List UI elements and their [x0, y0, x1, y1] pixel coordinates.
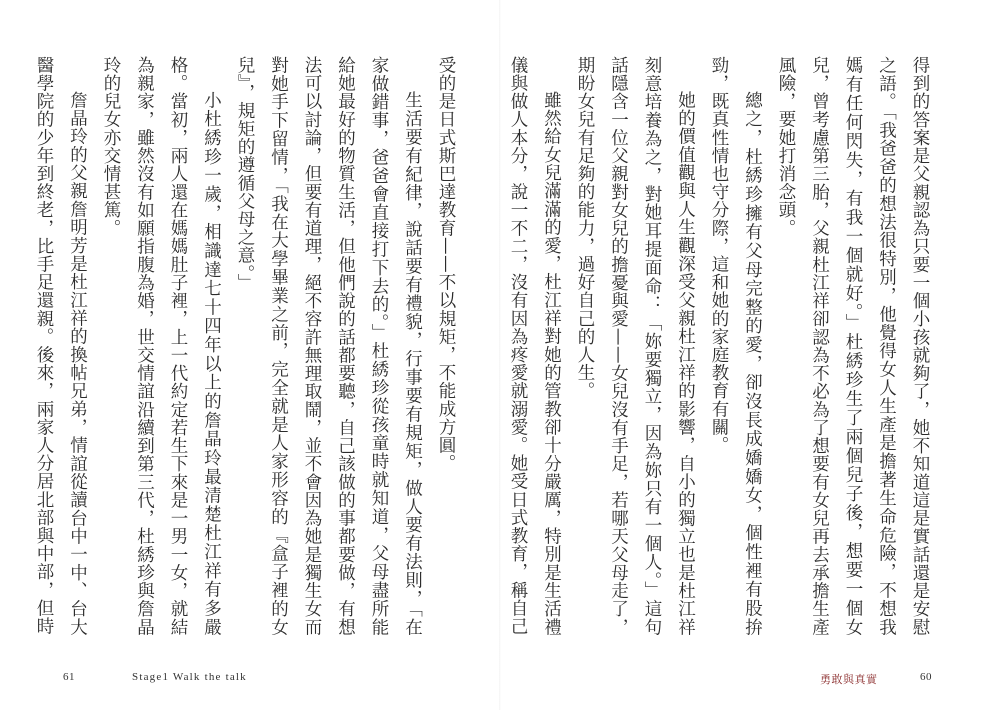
page-number: 60: [920, 671, 932, 683]
paragraph: 雖然給女兒滿滿的愛，杜江祥對她的管教卻十分嚴厲，特別是生活禮儀與做人本分，說一不二，沒有因為疼愛就溺愛。她受日式教育，稱自己: [508, 56, 562, 636]
paragraph: 得到的答案是父親認為只要一個小孩就夠了，她不知道這是實話還是安慰之語。「我爸爸的想法很特別，他覺得女人生產是擔著生命危險，不想我媽有任何閃失，有我一個就好。」杜綉珍生了兩個兒子後，想要一個女兒，曾考慮第三胎，父親杜江祥卻認為不必為了想要有女兒再去承擔生產風險，要她打消念頭。: [776, 56, 930, 636]
left-page-text: [34, 56, 462, 636]
paragraph: 她的價值觀與人生觀深受父親杜江祥的影響，自小的獨立也是杜江祥刻意培養為之，對她耳提面命：「妳要獨立，因為妳只有一個人。」這句話隱含一位父親對女兒的擔憂與愛——女兒沒有手足，若哪天父母走了，期盼女兒有足夠的能力，過好自己的人生。: [575, 56, 696, 636]
running-head: Stage1 Walk the talk: [132, 671, 247, 683]
paragraph: 總之，杜綉珍擁有父母完整的愛，卻沒長成嬌嬌女，個性裡有股拚勁，既真性情也守分際，這和她的家庭教育有關。: [709, 56, 763, 636]
right-page-text: [508, 56, 936, 636]
paragraph: 受的是日式斯巴達教育——不以規矩，不能成方圓。: [436, 56, 456, 473]
running-head: 勇敢與真實: [820, 673, 878, 686]
right-page: [500, 0, 1000, 710]
paragraph: 小杜綉珍一歲，相識達七十四年以上的詹晶玲最清楚杜江祥有多嚴格。當初，兩人還在媽媽肚子裡，上一代約定若生下來是一男一女，就結為親家，雖然沒有如願指腹為婚，世交情誼沿續到第三代，杜綉珍與詹晶玲的兒女亦交情甚篤。: [101, 56, 222, 636]
paragraph: 生活要有紀律，說話要有禮貌，行事要有規矩，做人要有法則，「在家做錯事，爸爸會直接打下去的。」杜綉珍從孩童時就知道，父母盡所能給她最好的物質生活，但他們說的話都要聽，自己該做的事都要做，有想法可以討論，但要有道理，絕不容許無理取鬧，並不會因為她是獨生女而對她手下留情，「我在大學畢業之前，完全就是人家形容的『盒子裡的女兒』，規矩的遵循父母之意。」: [235, 56, 423, 636]
paragraph: 詹晶玲的父親詹明芳是杜江祥的換帖兄弟，情誼從讀台中一中、台大醫學院的少年到終老，比手足還親。後來，兩家人分居北部與中部，但時: [34, 56, 88, 636]
page-number: 61: [63, 671, 75, 683]
